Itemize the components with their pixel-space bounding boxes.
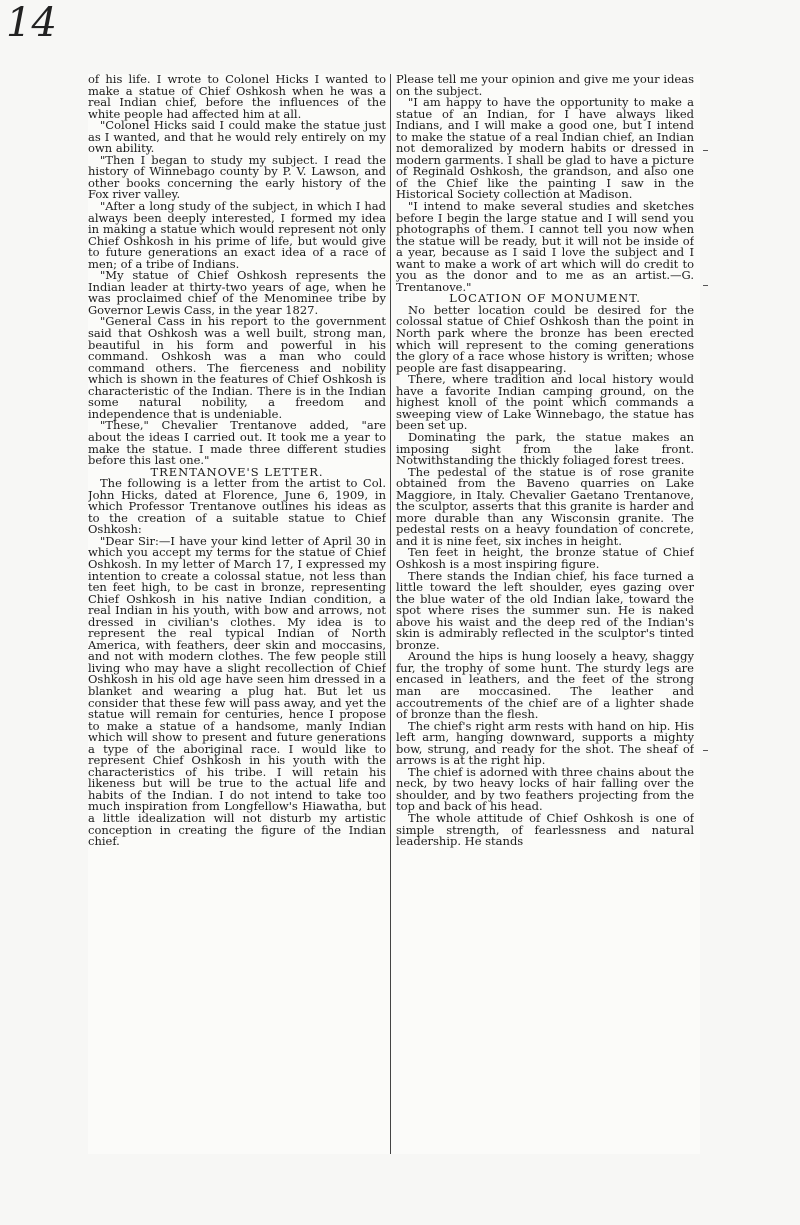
right-column-heading: LOCATION OF MONUMENT. [449, 291, 641, 306]
right-column-paragraph: There stands the Indian chief, his face turned a little toward the left shoulder, eyes gazing over the blue water of the old Indian lake, toward the spot where rises the summer sun. He is naked above his waist and the deep red of the Indian's skin is admirably reflected in the sculptor's tinted bronze. [396, 568, 694, 652]
left-column-paragraph: "My statue of Chief Oshkosh represents the Indian leader at thirty-two years of age, when he was proclaimed chief of the Menominee tribe by Governor Lewis Cass, in the year 1827. [88, 268, 386, 317]
margin-mark [703, 750, 708, 751]
left-column-paragraph: "These," Chevalier Trentanove added, "are about the ideas I carried out. It took me a year to make the statue. I made three different studies before this last one." [88, 418, 386, 468]
right-column-paragraph: The whole attitude of Chief Oshkosh is one of simple strength, of fearlessness and natural leadership. He stands [396, 811, 694, 849]
right-column-paragraph: There, where tradition and local history would have a favorite Indian camping ground, on the highest knoll of the point which commands a sweeping view of Lake Winnebago, the statue has been set up. [396, 372, 694, 433]
column-divider [390, 74, 391, 1154]
left-column-paragraph: "Then I began to study my subject. I read the history of Winnebago county by P. V. Lawson, and other books concerning the early history of the Fox river valley. [88, 152, 386, 202]
left-column-paragraph: "Dear Sir:—I have your kind letter of April 30 in which you accept my terms for the statue of Chief Oshkosh. In my letter of March 17, I expressed my intention to create a colossal statue, not less than ten feet high, to be cast in bronze, representing Chief Oshkosh in his native Indian condition, a real Indian in his youth, with bow and arrows, not dressed in civilian's clothes. My idea is to represent the real typical Indian of North America, with feathers, deer skin and moccasins, and not with modern clothes. The few people still living who may have a slight recollection of Chief Oshkosh in his old age have seen him dressed in a blanket and wearing a plug hat. But let us consider that these few will pass away, and yet the statue will remain for centuries, hence I propose to make a statue of a handsome, manly Indian which will show to present and future generations a type of the aboriginal race. I would like to represent Chief Oshkosh in his youth with the characteristics of his tribe. I will retain his likeness but will be true to the actual life and habits of the Indian. I do not intend to take too much inspiration from Longfellow's Hiawatha, but a little idealization will not disturb my artistic conception in creating the figure of the Indian chief. [88, 533, 386, 849]
newspaper-clipping [88, 74, 700, 1154]
right-column-paragraph: The pedestal of the statue is of rose granite obtained from the Baveno quarries on Lake Maggiore, in Italy. Chevalier Gaetano Trentanove, the sculptor, asserts that this granite is harder and more durable than any Wisconsin granite. The pedestal rests on a heavy foundation of concrete, and it is nine feet, six inches in height. [396, 464, 694, 548]
right-column-paragraph: Please tell me your opinion and give me your ideas on the subject. [396, 74, 694, 98]
left-column-paragraph: of his life. I wrote to Colonel Hicks I wanted to make a statue of Chief Oshkosh when he was a real Indian chief, before the influences of the white people had affected him at all. [88, 74, 386, 121]
left-column-paragraph: "General Cass in his report to the government said that Oshkosh was a well built, strong man, beautiful in his form and powerful in his command. Oshkosh was a man who could command others. The fierceness and nobility which is shown in the features of Chief Oshkosh is characteristic of the Indian. There is in the Indian some natural nobility, a freedom and independence that is undeniable. [88, 314, 386, 421]
right-column-paragraph: No better location could be desired for the colossal statue of Chief Oshkosh than the point in North park where the bronze has been erected which will represent to the coming generations the glory of a race whose history is written; whose people are fast disappearing. [396, 302, 694, 375]
right-column-paragraph: Ten feet in height, the bronze statue of Chief Oshkosh is a most inspiring figure. [396, 545, 694, 571]
left-column [88, 74, 386, 1154]
margin-mark [703, 150, 708, 151]
margin-mark [703, 285, 708, 286]
right-column-paragraph: "I intend to make several studies and sketches before I begin the large statue and I will send you photographs of them. I cannot tell you now when the statue will be ready, but it will not be inside of a year, because as I said I love the subject and I want to make a work of art which will do credit to you as the donor and to me as an artist.—G. Trentanove." [396, 199, 694, 294]
right-column [396, 74, 694, 1154]
left-column-paragraph: "After a long study of the subject, in which I had always been deeply interested, I formed my idea in making a statue which would represent not only Chief Oshkosh in his prime of life, but would give to future generations an exact idea of a race of men; of a tribe of Indians. [88, 199, 386, 271]
left-column-paragraph: "Colonel Hicks said I could make the statue just as I wanted, and that he would rely entirely on my own ability. [88, 118, 386, 156]
left-column-heading: TRENTANOVE'S LETTER. [150, 464, 324, 479]
right-column-paragraph: The chief is adorned with three chains about the neck, by two heavy locks of hair falling over the shoulder, and by two feathers projecting from the top and back of his head. [396, 764, 694, 814]
page-number: 14 [6, 0, 57, 46]
right-column-paragraph: "I am happy to have the opportunity to make a statue of an Indian, for I have always liked Indians, and I will make a good one, but I intend to make the statue of a real Indian chief, an Indian not demoralized by modern habits or dressed in modern garments. I shall be glad to have a picture of Reginald Oshkosh, the grandson, and also one of the Chief like the painting I saw in the Historical Society collection at Madison. [396, 95, 694, 202]
right-column-paragraph: The chief's right arm rests with hand on hip. His left arm, hanging downward, supports a mighty bow, strung, and ready for the shot. The sheaf of arrows is at the right hip. [396, 718, 694, 768]
right-column-paragraph: Dominating the park, the statue makes an imposing sight from the lake front. Notwithstanding the thickly foliaged forest trees. [396, 429, 694, 468]
right-column-paragraph: Around the hips is hung loosely a heavy, shaggy fur, the trophy of some hunt. The sturdy legs are encased in leathers, and the feet of the strong man are moccasined. The leather and accoutrements of the chief are of a lighter shade of bronze than the flesh. [396, 649, 694, 722]
left-column-paragraph: The following is a letter from the artist to Col. John Hicks, dated at Florence, June 6, 1909, in which Professor Trentanove outlines his ideas as to the creation of a suitable statue to Chief Oshkosh: [88, 476, 386, 537]
